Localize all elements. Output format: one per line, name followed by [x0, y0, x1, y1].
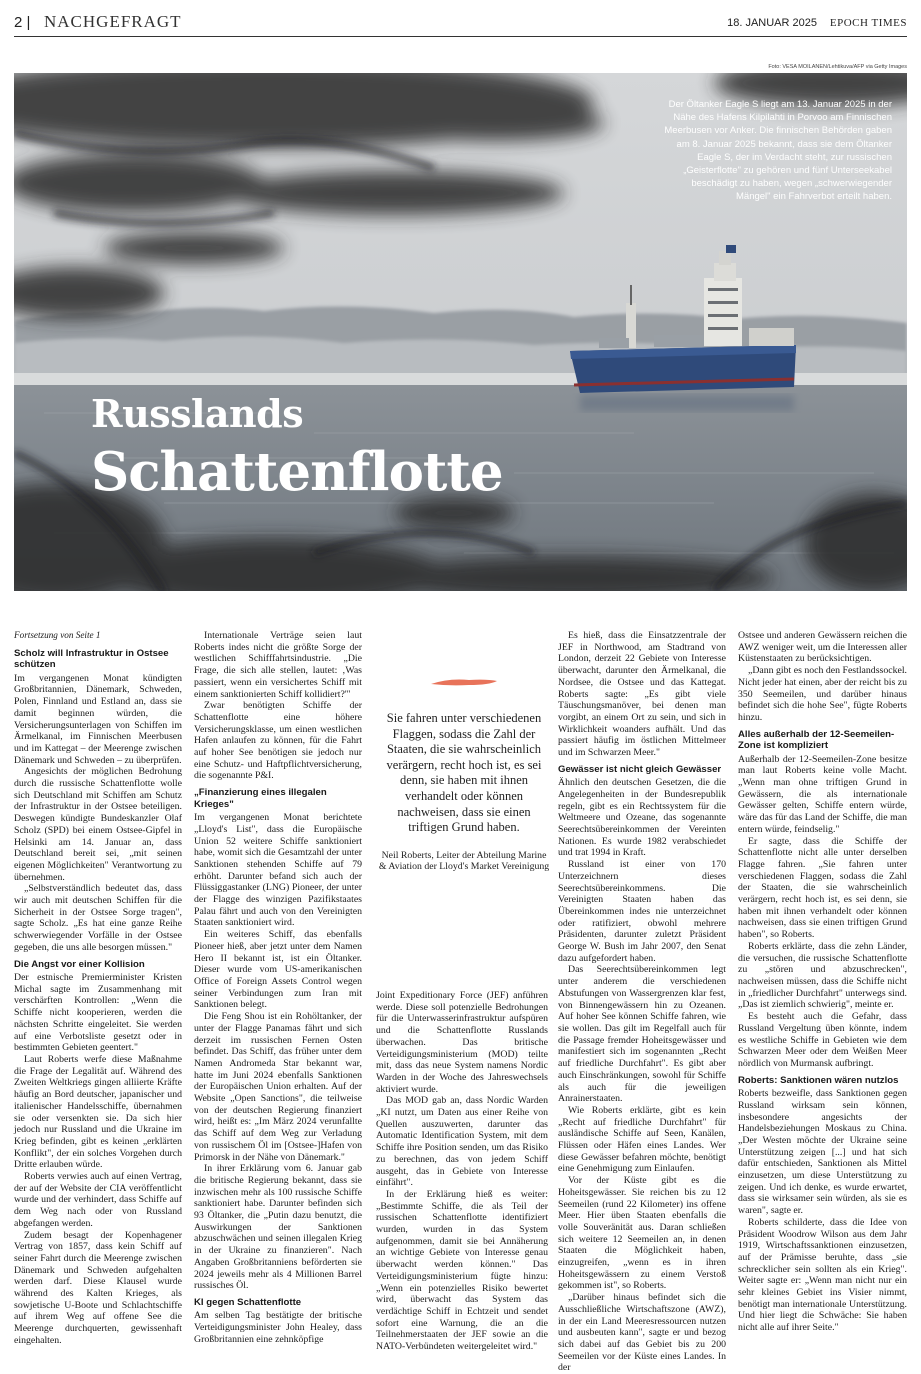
issue-date: 18. JANUAR 2025 [727, 17, 817, 29]
photo-credit: Foto: VESA MOILANEN/Lehtikuva/AFP via Getty Images [768, 64, 907, 70]
paragraph: Im vergangenen Monat kündigten Großbritannien, Dänemark, Schweden, Polen, Finnland und Estland an, dass sie damit beginnen würden, die Versicherungsunterlagen von Schiffen im Ärmelkanal, im Finnischen Meerbusen und im Kattegat – der Meerenge zwischen Dänemark und Schweden – zu überprüfen. [14, 672, 182, 766]
paragraph: Ein weiteres Schiff, das ebenfalls Pioneer hieß, aber jetzt unter dem Namen Hero II bekannt ist, ist ein Öltanker. Dieser wurde vom US-amerikanischen Office of Foreign Assets Control wegen seiner Verbindungen zum Iran mit Sanktionen belegt. [194, 929, 362, 1011]
hero-photo [14, 73, 907, 591]
paragraph: Es besteht auch die Gefahr, dass Russland Vergeltung üben könnte, indem es westliche Schiffe in Gebieten wie dem Schwarzen Meer oder dem Weißen Meer nördlich von Murmansk aufbringt. [738, 1011, 907, 1069]
paragraph: Außerhalb der 12-Seemeilen-Zone besitze man laut Roberts keine volle Macht. „Wenn man ohne triftigen Grund in Gewässern, die als internationale Gewässer gelten, Schiffe entern würde, wäre das für das Land der Schiffe, die man entern würde, feindselig." [738, 753, 907, 835]
headline-line-1: Russlands [91, 391, 304, 436]
subheading-scholz: Scholz will Infrastruktur in Ostsee schützen [14, 647, 169, 671]
article-column-3 [376, 990, 548, 1353]
paragraph: In ihrer Erklärung vom 6. Januar gab die britische Regierung bekannt, dass sie inzwischen mehr als 100 russische Schiffe sanktioniert habe. Darunter befinden sich 93 Öltanker, die „Putin dazu benutzt, die Auswirkungen der Sanktionen abzuschwächen und seinen illegalen Krieg in der Ukraine zu finanzieren". Nach Angaben Großbritanniens beförderten sie 2024 jeweils mehr als 4 Millionen Barrel russisches Öl. [194, 1163, 362, 1292]
paragraph: Das Seerechtsübereinkommen legt unter anderem die verschiedenen Abstufungen von Wassergrenzen klar fest, von Binnengewässern hin zu Ozeanen. Auf hoher See können Schiffe fahren, wie sie wollen. Das gilt im Regelfall auch für die Passage fremder Hoheitsgewässer und manifestiert sich im sogenannten „Recht auf friedliche Durchfahrt". Es gibt aber auch Einschränkungen, sowohl für Schiffe als auch für die jeweiligen Anrainerstaaten. [558, 964, 726, 1105]
paragraph: Am selben Tag bestätigte der britische Verteidigungsminister John Healey, dass Großbritannien eine zehnköpfige [194, 1310, 362, 1345]
paragraph: Roberts erklärte, dass die zehn Länder, die versuchen, die russische Schattenflotte zu „stören und abzuschrecken", nachweisen müssen, dass die Schiffe nicht in „friedlicher Durchfahrt" unterwegs sind. „Das ist ziemlich schwierig", meinte er. [738, 940, 907, 1011]
publication-name: EPOCH TIMES [829, 17, 907, 29]
continuation-note: Fortsetzung von Seite 1 [14, 630, 101, 640]
paragraph: Wie Roberts erklärte, gibt es kein „Recht auf friedliche Durchfahrt" für ausländische Schiffe auf Seen, Kanälen, Flüssen oder Häfen eines Landes. Wer diese Gewässer befahren möchte, benötigt eine Genehmigung zum Einlaufen. [558, 1104, 726, 1175]
subheading-ki: KI gegen Schattenflotte [194, 1296, 302, 1308]
paragraph: Internationale Verträge seien laut Roberts indes nicht die größte Sorge der westlichen Schifffahrtsindustrie. „Die Frage, die sich alle stellen, lautet: ‚Was passiert, wenn ein versichertes Schiff mit einem sanktionierten Schiff kollidiert?'" [194, 630, 362, 700]
article-column-1 [14, 630, 182, 1347]
page-number: 2 | [14, 14, 31, 31]
paragraph: Roberts bezweifle, dass Sanktionen gegen Russland wirksam sein können, insbesondere angesichts der Handelsbeziehungen Moskaus zu China. „Der Westen möchte der Ukraine seine Unterstützung zeigen [...] und hat sich dafür entschieden, Sanktionen als Mittel einzusetzen, um diese Unterstützung zu zeigen. Und ich denke, es wurde erwartet, dass sie wirksamer sein würden, als sie es waren", sagte er. [738, 1088, 907, 1217]
paragraph: Die Feng Shou ist ein Rohöltanker, der unter der Flagge Panamas fährt und sich derzeit im russischen Fernen Osten befindet. Das Schiff, das früher unter dem Namen Andromeda Star bekannt war, hatte im Juni 2024 ebenfalls Sanktionen der Europäischen Union erhalten. Auf der Website „Open Sanctions", die teilweise von der deutschen Regierung finanziert wird, heißt es: „Im März 2024 verunfallte das Schiff auf dem Weg zur Verladung von russischem Öl im [Ostsee-]Hafen von Primorsk in der Nähe von Dänemark." [194, 1011, 362, 1163]
paragraph: Das MOD gab an, dass Nordic Warden „KI nutzt, um Daten aus einer Reihe von Quellen auszuwerten, darunter das Automatic Identification System, mit dem Schiffe ihre Position senden, um das Risiko zu berechnen, das von jedem Schiff ausgeht, das in Gebiete von Interesse einfährt". [376, 1095, 548, 1189]
article-column-4 [558, 630, 726, 1374]
paragraph: In der Erklärung hieß es weiter: „Bestimmte Schiffe, die als Teil der russischen Schattenflotte identifiziert wurden, wurden in das System aufgenommen, damit sie bei Annäherung an wichtige Gebiete von Interesse genau überwacht werden können." Das Verteidigungsministerium fügte hinzu: „Wenn ein potenzielles Risiko bewertet wird, überwacht das System das verdächtige Schiff in Echtzeit und sendet sofort eine Warnung, die an die Teilnehmerstaaten der JEF sowie an die NATO-Verbündeten weitergeleitet wird." [376, 1188, 548, 1353]
section-title: NACHGEFRAGT [44, 12, 182, 31]
paragraph: Roberts verwies auch auf einen Vertrag, der auf der Website der CIA veröffentlicht wurde und der verhindert, dass Schiffe auf dem Weg nach oder von Russland abgefangen werden. [14, 1171, 182, 1229]
paragraph: Es hieß, dass die Einsatzzentrale der JEF in Northwood, am Stadtrand von London, derzeit 22 Gebiete von Interesse überwacht, darunter den Ärmelkanal, die Nordsee, die Ostsee und das Kattegat. Roberts sagte: „Es gibt viele Täuschungsmanöver, bei denen man vorgibt, an einem Ort zu sein, und sich in Wirklichkeit woanders aufhält. Und das passiert häufig im östlichen Mittelmeer und im Schwarzen Meer." [558, 630, 726, 759]
paragraph: „Darüber hinaus befindet sich die Ausschließliche Wirtschaftszone (AWZ), in der ein Land Meeresressourcen nutzen und ausbeuten kann", sagte er und bezog sich dabei auf das Gebiet bis zu 200 Seemeilen vor der Küste eines Landes. In der [558, 1292, 726, 1374]
article-column-2 [194, 630, 362, 1346]
subheading-finanzierung: „Finanzierung eines illegalen Krieges" [194, 787, 327, 810]
pull-quote-source: Neil Roberts, Leiter der Abteilung Marine & Aviation der Lloyd's Market Vereinigung [378, 849, 550, 873]
subheading-gewaesser: Gewässer ist nicht gleich Gewässer [558, 763, 722, 775]
article-column-5 [738, 630, 907, 1334]
paragraph: „Selbstverständlich bedeutet das, dass wir auch mit deutschen Schiffen für die Sicherheit in der Ostsee Sorge tragen", sagte Scholz. „Es hat eine ganze Reihe schwerwiegender Vorfälle in der Ostsee gegeben, die uns alle besorgen müssen." [14, 883, 182, 953]
paragraph: Ostsee und anderen Gewässern reichen die AWZ weniger weit, um die Interessen aller Küstenstaaten zu berücksichtigen. [738, 630, 907, 665]
paragraph: Er sagte, dass die Schiffe der Schattenflotte nicht alle unter derselben Flagge fahren. „Sie fahren unter verschiedenen Flaggen, sodass die Zahl der Staaten, die sie wahrscheinlich verärgern, recht hoch ist, es sei denn, sie haben mit ihnen verhandelt oder können nachweisen, dass sie einen triftigen Grund haben", so Roberts. [738, 835, 907, 941]
page-header [14, 12, 907, 37]
paragraph: Zudem besagt der Kopenhagener Vertrag von 1857, dass kein Schiff auf seiner Fahrt durch die Meerenge zwischen Dänemark und Schweden aufgehalten werden darf. Diese Klausel wurde während des Kalten Krieges, als sowjetische U-Boote und Schlachtschiffe auf ihrem Weg auf offene See die Meerenge durchquerten, gewissenhaft eingehalten. [14, 1229, 182, 1346]
pull-quote [378, 676, 550, 873]
subheading-ausserhalb: Alles außerhalb der 12-Seemeilen-Zone ist kompliziert [738, 728, 895, 752]
subheading-sanktionen: Roberts: Sanktionen wären nutzlos [738, 1074, 899, 1086]
paragraph: Roberts schilderte, dass die Idee von Präsident Woodrow Wilson aus dem Jahr 1919, Wirtschaftssanktionen einzusetzen, auf der Prämisse beruhte, dass „sie schrecklicher sein sollten als ein Krieg". Weiter sagte er: „Wenn man nicht nur ein sehr kleines Gebiet ins Visier nimmt, benötigt man internationale Unterstützung. Und hier liegt die Schwäche: Sie haben nicht alle auf ihrer Seite." [738, 1216, 907, 1334]
subheading-angst: Die Angst vor einer Kollision [14, 958, 145, 970]
paragraph: Im vergangenen Monat berichtete „Lloyd's List", dass die Europäische Union 52 weitere Schiffe sanktioniert habe, womit sich die Gesamtzahl der unter Sanktionen stehenden Schiffe auf 79 erhöht. Darunter befand sich auch der Flüssiggastanker (LNG) Pioneer, der unter der Flagge des winzigen Pazifikstaates Palau fährt und auch von den Vereinigten Staaten sanktioniert wird. [194, 812, 362, 929]
pull-quote-text: Sie fahren unter verschiedenen Flaggen, sodass die Zahl der Staaten, die sie wahrscheinlich verärgern, recht hoch ist, es sei denn, sie haben mit ihnen verhandelt oder können nachweisen, dass sie einen triftigen Grund haben. [386, 711, 542, 835]
brush-stroke-icon [429, 676, 499, 688]
paragraph: „Dann gibt es noch den Festlandssockel. Nicht jeder hat einen, aber der reicht bis zu 350 Seemeilen, und darüber hinaus befindet sich die hohe See", fügte Roberts hinzu. [738, 665, 907, 723]
photo-caption: Der Öltanker Eagle S liegt am 13. Januar 2025 in der Nähe des Hafens Kilpilahti in Porvoo am Finnischen Meerbusen vor Anker. Die finnischen Behörden gaben am 8. Januar 2025 bekannt, dass sie dem Öltanker Eagle S, der im Verdacht steht, zur russischen „Geisterflotte" zu gehören und fünf Unterseekabel beschädigt zu haben, wegen „schwerwiegender Mängel" ein Fahrverbot erteilt haben. [664, 99, 892, 203]
headline-line-2: Schattenflotte [91, 441, 503, 503]
paragraph: Der estnische Premierminister Kristen Michal sagte im Zusammenhang mit verschärften Kontrollen: „Wenn die Schiffe nicht kooperieren, werden die nächsten Schritte eingeleitet. Sie werden auf eine Verbotsliste gesetzt oder in bestimmten Gebieten geentert." [14, 972, 182, 1054]
paragraph: Zwar benötigten Schiffe der Schattenflotte eine höhere Versicherungsklasse, um einen westlichen Hafen anlaufen zu können, für die Fahrt auf hoher See benötigen sie jedoch nur eine Schutz- und Haftpflichtversicherung, die sogenannte P&I. [194, 700, 362, 782]
paragraph: Ähnlich den deutschen Gesetzen, die die Angelegenheiten in der Bundesrepublik regeln, gibt es ein Rechtssystem für die Weltmeere und Ozeane, das sogenannte Seerechtsübereinkommen der Vereinten Nationen. Es wurde 1982 verabschiedet und trat 1994 in Kraft. [558, 777, 726, 859]
paragraph: Vor der Küste gibt es die Hoheitsgewässer. Sie reichen bis zu 12 Seemeilen (rund 22 Kilometer) ins offene Meer. Hier üben Staaten ebenfalls die volle Souveränität aus. Daran schließen sich weitere 12 Seemeilen an, in denen Staaten die Möglichkeit haben, einzugreifen, „wenn es in ihren Hoheitsgewässern zu einem Verstoß gekommen ist", so Roberts. [558, 1175, 726, 1292]
paragraph: Laut Roberts werfe diese Maßnahme die Frage der Legalität auf. Während des Zweiten Weltkriegs gingen alliierte Kräfte häufig an Bord deutscher, japanischer und italienischer Handelsschiffe, übernahmen sie oder versenkten sie. Da sich hier jedoch nur Russland und die Ukraine im Krieg befinden, gibt es keinen „erklärten Konflikt", der ein solches Vorgehen durch Dritte erlauben würde. [14, 1054, 182, 1171]
paragraph: Joint Expeditionary Force (JEF) anführen werde. Diese soll potenzielle Bedrohungen für die Unterwasserinfrastruktur aufspüren und die Schattenflotte Russlands überwachen. Das britische Verteidigungsministerium (MOD) teilte mit, dass das neue System namens Nordic Warden in der Woche des Jahreswechsels aktiviert wurde. [376, 990, 548, 1095]
paragraph: Russland ist einer von 170 Unterzeichnern dieses Seerechtsübereinkommens. Die Vereinigten Staaten haben das Übereinkommen indes nie unterzeichnet oder ratifiziert, obwohl mehrere Präsidenten, darunter zuletzt Präsident George W. Bush im Jahr 2007, den Senat dazu aufgefordert haben. [558, 859, 726, 964]
paragraph: Angesichts der möglichen Bedrohung durch die russische Schattenflotte wolle sich Deutschland mit Schiffen am Schutz der Infrastruktur in der Ostsee beteiligen. Deswegen kündigte Bundeskanzler Olaf Scholz (SPD) bei einem Ostsee-Gipfel in Helsinki am 14. Januar an, dass Deutschland bereit sei, „mit seinen eigenen Möglichkeiten" Verantwortung zu übernehmen. [14, 766, 182, 883]
